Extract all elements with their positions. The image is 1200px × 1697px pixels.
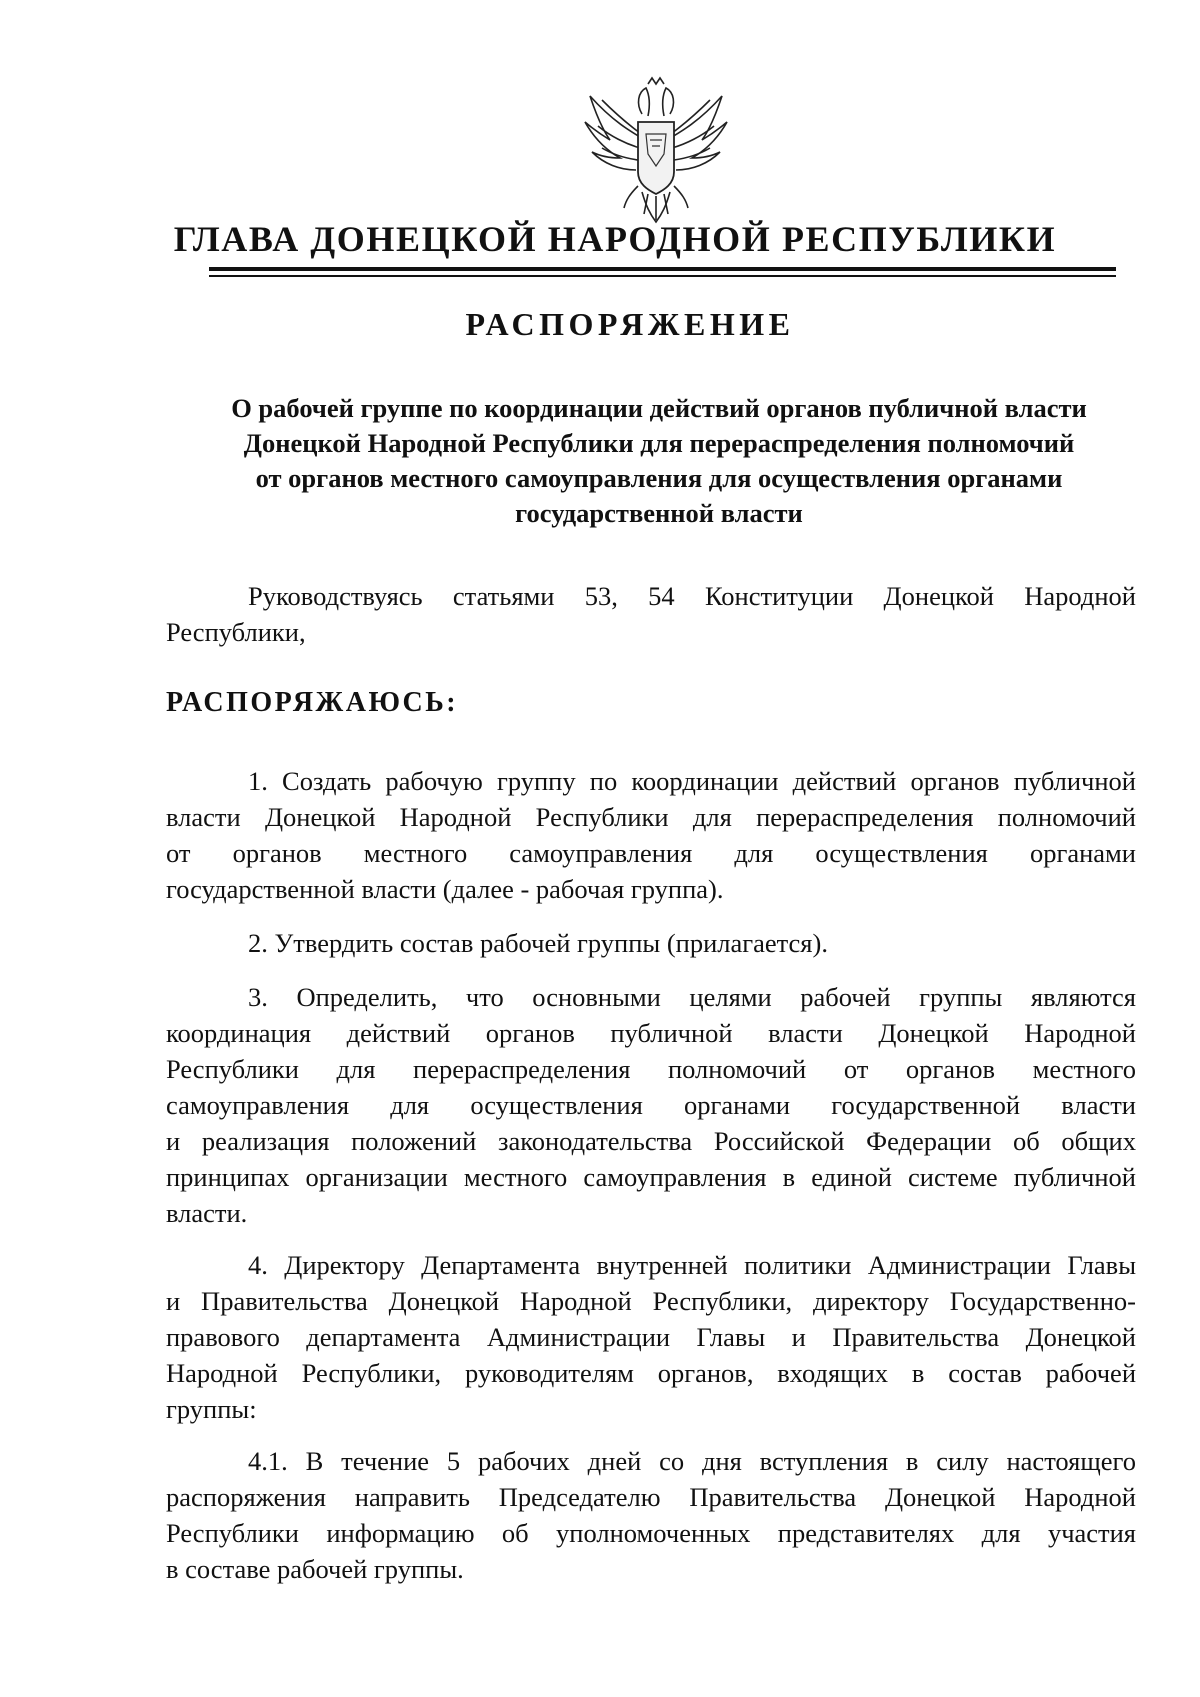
text-line: 4. Директору Департамента внутренней политики Администрации Главы xyxy=(248,1250,1136,1280)
text-line: Республики, xyxy=(166,617,306,647)
text-line: и реализация положений законодательства Российской Федерации об общих xyxy=(166,1126,1136,1156)
text-line: правового департамента Администрации Главы и Правительства Донецкой xyxy=(166,1322,1136,1352)
text-line: Народной Республики, руководителям органов, входящих в состав рабочей xyxy=(166,1358,1136,1388)
title-line: Донецкой Народной Республики для перераспределения полномочий xyxy=(243,428,1075,458)
text-line: 1. Создать рабочую группу по координации действий органов публичной xyxy=(248,766,1136,796)
text-line: Республики для перераспределения полномочий от органов местного xyxy=(166,1054,1136,1084)
header-rule-thin xyxy=(209,275,1116,277)
header-rule-thick xyxy=(209,267,1116,271)
coat-of-arms-icon xyxy=(580,74,732,226)
text-line: власти. xyxy=(166,1198,248,1228)
paragraph-1 xyxy=(166,763,1136,907)
text-line: 2. Утвердить состав рабочей группы (прилагается). xyxy=(248,928,828,958)
text-line: в составе рабочей группы. xyxy=(166,1554,464,1584)
text-line: Руководствуясь статьями 53, 54 Конституции Донецкой Народной xyxy=(248,581,1136,611)
text-line: группы: xyxy=(166,1394,257,1424)
text-line: от органов местного самоуправления для осуществления органами xyxy=(166,838,1136,868)
paragraph-2 xyxy=(166,925,1136,961)
paragraph-4-1 xyxy=(166,1443,1136,1587)
text-line: власти Донецкой Народной Республики для перераспределения полномочий xyxy=(166,802,1136,832)
document-title xyxy=(190,391,1128,531)
paragraph-3 xyxy=(166,979,1136,1231)
title-line: от органов местного самоуправления для осуществления органами xyxy=(255,463,1063,493)
text-line: распоряжения направить Председателю Правительства Донецкой Народной xyxy=(166,1482,1136,1512)
text-line: принципах организации местного самоуправления в единой системе публичной xyxy=(166,1162,1136,1192)
paragraph-4 xyxy=(166,1247,1136,1427)
text-line: Республики информацию об уполномоченных представителях для участия xyxy=(166,1518,1136,1548)
title-line: государственной власти xyxy=(515,498,803,528)
text-line: и Правительства Донецкой Народной Республики, директору Государственно- xyxy=(166,1286,1136,1316)
text-line: самоуправления для осуществления органами государственной власти xyxy=(166,1090,1136,1120)
text-line: 4.1. В течение 5 рабочих дней со дня вступления в силу настоящего xyxy=(248,1446,1136,1476)
document-type: РАСПОРЯЖЕНИЕ xyxy=(465,306,795,342)
decree-word: РАСПОРЯЖАЮСЬ: xyxy=(166,687,459,718)
preamble-paragraph xyxy=(166,578,1136,650)
issuing-authority: ГЛАВА ДОНЕЦКОЙ НАРОДНОЙ РЕСПУБЛИКИ xyxy=(173,219,1057,259)
text-line: 3. Определить, что основными целями рабочей группы являются xyxy=(248,982,1136,1012)
text-line: координация действий органов публичной власти Донецкой Народной xyxy=(166,1018,1136,1048)
title-line: О рабочей группе по координации действий органов публичной власти xyxy=(231,393,1087,423)
text-line: государственной власти (далее - рабочая группа). xyxy=(166,874,724,904)
